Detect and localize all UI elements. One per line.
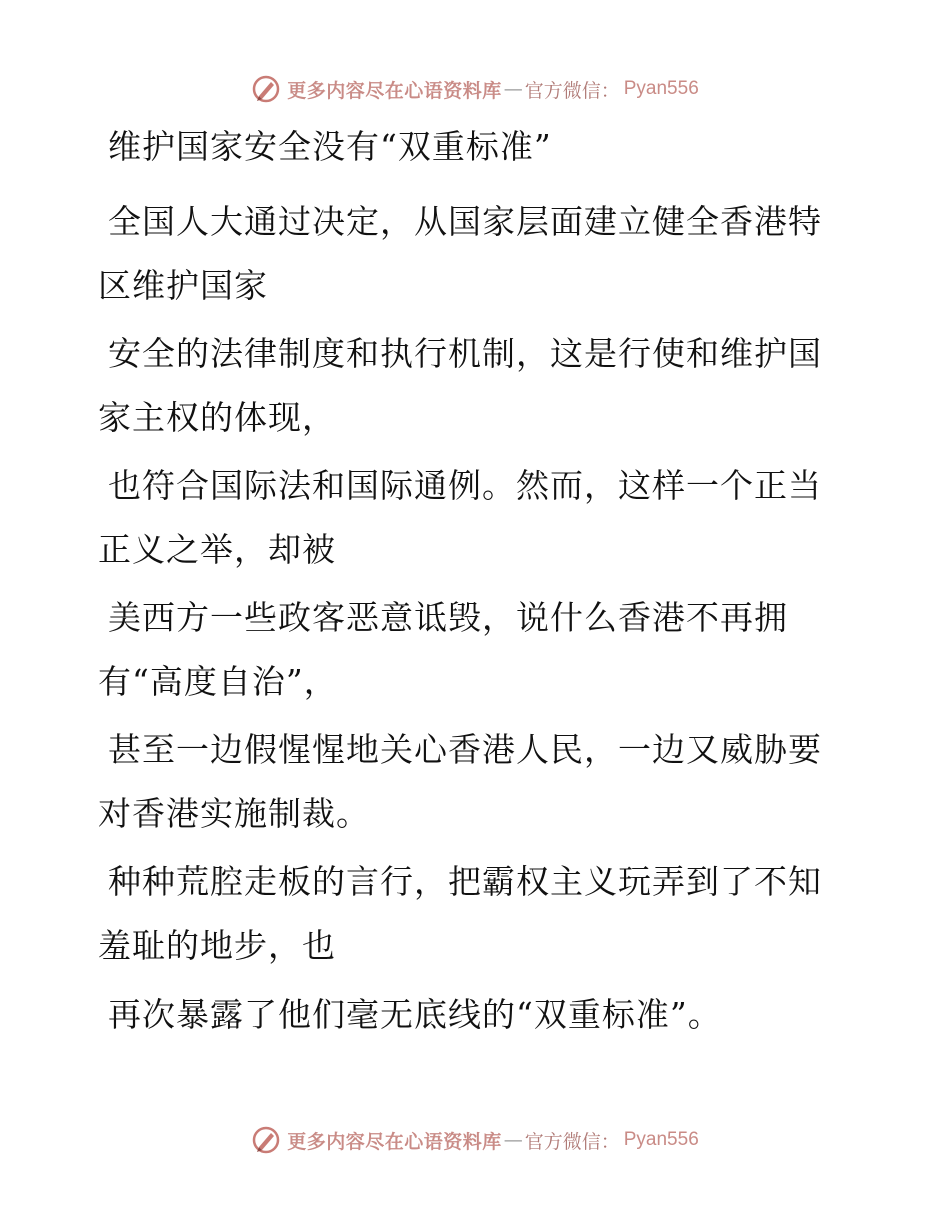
paragraph-line: 美西方一些政客恶意诋毁，说什么香港不再拥 xyxy=(108,598,788,637)
watermark-site-text: 更多内容尽在心语资料库 xyxy=(287,1130,502,1153)
watermark-label: 官方微信： xyxy=(524,79,620,102)
paragraph-1 xyxy=(98,190,838,318)
paragraph-2 xyxy=(98,322,838,450)
paragraph-line: 全国人大通过决定，从国家层面建立健全香港特 xyxy=(108,202,822,241)
pen-logo-icon xyxy=(251,74,281,104)
watermark-wechat-id: Pyan556 xyxy=(623,1129,699,1150)
paragraph-3 xyxy=(98,454,838,582)
paragraph-line: 再次暴露了他们毫无底线的“双重标准”。 xyxy=(108,995,722,1034)
paragraph-line: 正义之举，却被 xyxy=(98,530,336,569)
paragraph-line: 区维护国家 xyxy=(98,266,268,305)
paragraph-line: 有“高度自治”， xyxy=(98,662,338,701)
paragraph-line: 种种荒腔走板的言行，把霸权主义玩弄到了不知 xyxy=(108,862,822,901)
footer-watermark xyxy=(0,1123,950,1157)
pen-logo-icon xyxy=(251,1125,281,1155)
paragraph-7 xyxy=(98,983,838,1047)
paragraph-line: 安全的法律制度和执行机制，这是行使和维护国 xyxy=(108,334,822,373)
paragraph-line: 羞耻的地步，也 xyxy=(98,926,336,965)
header-watermark xyxy=(0,72,950,106)
paragraph-line: 家主权的体现， xyxy=(98,398,336,437)
paragraph-line: 也符合国际法和国际通例。然而，这样一个正当 xyxy=(108,466,822,505)
paragraph-5 xyxy=(98,718,838,846)
watermark-wechat-id: Pyan556 xyxy=(623,78,699,99)
watermark-separator: — xyxy=(503,1129,523,1151)
paragraph-4 xyxy=(98,586,838,714)
watermark-site-text: 更多内容尽在心语资料库 xyxy=(287,79,502,102)
paragraph-6 xyxy=(98,850,838,978)
paragraph-line: 甚至一边假惺惺地关心香港人民，一边又威胁要 xyxy=(108,730,822,769)
document-title xyxy=(98,115,838,179)
watermark-label: 官方微信： xyxy=(524,1130,620,1153)
paragraph-line: 对香港实施制裁。 xyxy=(98,794,370,833)
title-text: 维护国家安全没有“双重标准” xyxy=(108,127,552,166)
watermark-separator: — xyxy=(503,78,523,100)
